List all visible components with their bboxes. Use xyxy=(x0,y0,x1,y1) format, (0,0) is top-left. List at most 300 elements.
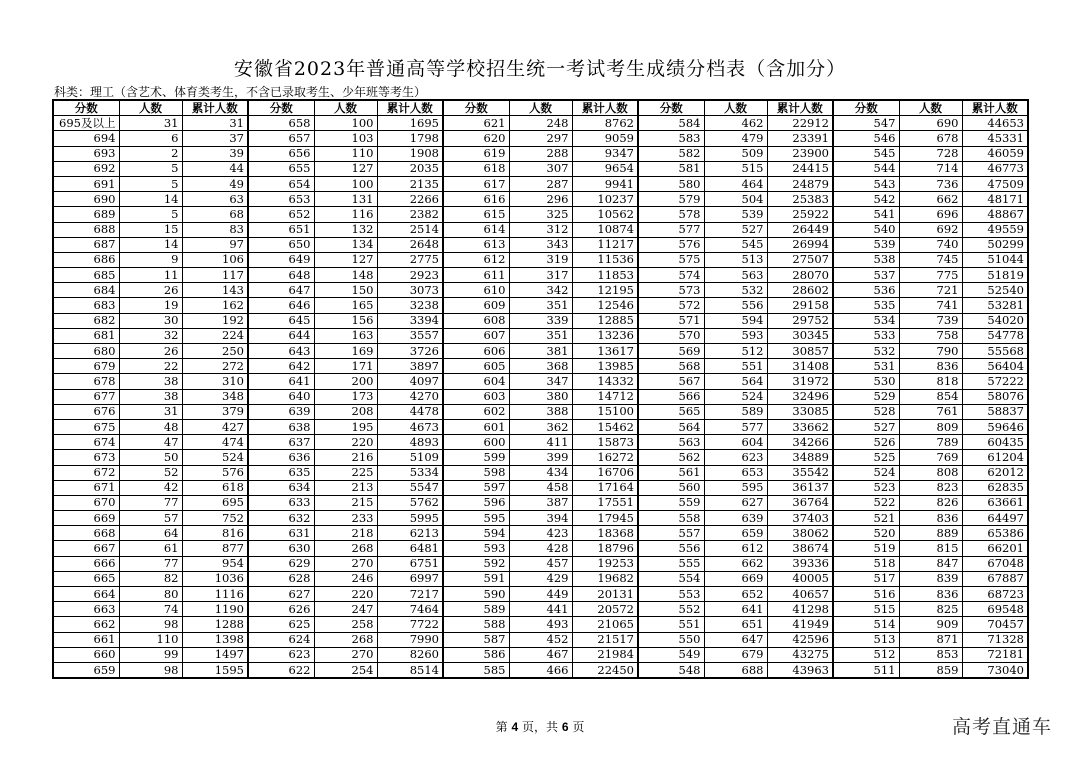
cumulative-cell: 10874 xyxy=(572,222,638,237)
score-cell: 655 xyxy=(248,161,314,176)
cumulative-cell: 49 xyxy=(182,176,248,191)
score-cell: 597 xyxy=(443,480,509,495)
footer-middle: 页，共 xyxy=(521,720,558,734)
cumulative-cell: 58837 xyxy=(962,404,1028,419)
count-cell: 127 xyxy=(314,252,377,267)
score-cell: 526 xyxy=(833,435,899,450)
count-cell: 134 xyxy=(314,237,377,252)
table-row xyxy=(53,480,1028,495)
score-cell: 515 xyxy=(833,602,899,617)
cumulative-cell: 34889 xyxy=(767,450,833,465)
score-cell: 527 xyxy=(833,419,899,434)
count-cell: 296 xyxy=(509,192,572,207)
cumulative-cell: 60435 xyxy=(962,435,1028,450)
count-cell: 539 xyxy=(704,207,767,222)
cumulative-cell: 5762 xyxy=(377,495,443,510)
score-cell: 661 xyxy=(53,632,119,647)
page-title: 安徽省2023年普通高等学校招生统一考试考生成绩分档表（含加分） xyxy=(233,58,847,80)
cumulative-cell: 24415 xyxy=(767,161,833,176)
score-header: 分数 xyxy=(443,100,509,116)
score-cell: 646 xyxy=(248,298,314,313)
count-cell: 9 xyxy=(119,252,182,267)
count-cell: 225 xyxy=(314,465,377,480)
count-cell: 509 xyxy=(704,146,767,161)
count-cell: 233 xyxy=(314,511,377,526)
score-cell: 594 xyxy=(443,526,509,541)
cumulative-cell: 53281 xyxy=(962,298,1028,313)
table-row xyxy=(53,587,1028,602)
score-cell: 644 xyxy=(248,328,314,343)
count-cell: 213 xyxy=(314,480,377,495)
cumulative-cell: 2382 xyxy=(377,207,443,222)
count-cell: 57 xyxy=(119,511,182,526)
cumulative-cell: 56404 xyxy=(962,359,1028,374)
cumulative-cell: 38062 xyxy=(767,526,833,541)
score-cell: 583 xyxy=(638,131,704,146)
score-cell: 572 xyxy=(638,298,704,313)
count-cell: 15 xyxy=(119,222,182,237)
score-cell: 610 xyxy=(443,283,509,298)
score-cell: 626 xyxy=(248,602,314,617)
cumulative-cell: 272 xyxy=(182,359,248,374)
score-cell: 567 xyxy=(638,374,704,389)
count-cell: 163 xyxy=(314,328,377,343)
cumulative-cell: 1116 xyxy=(182,587,248,602)
cumulative-cell: 379 xyxy=(182,404,248,419)
count-cell: 871 xyxy=(899,632,962,647)
score-cell: 514 xyxy=(833,617,899,632)
score-cell: 647 xyxy=(248,283,314,298)
cumulative-cell: 3726 xyxy=(377,344,443,359)
count-cell: 343 xyxy=(509,237,572,252)
score-cell: 595 xyxy=(443,511,509,526)
count-cell: 467 xyxy=(509,647,572,662)
cumulative-cell: 52540 xyxy=(962,283,1028,298)
count-cell: 131 xyxy=(314,192,377,207)
count-cell: 761 xyxy=(899,404,962,419)
cumulative-cell: 31972 xyxy=(767,374,833,389)
score-cell: 520 xyxy=(833,526,899,541)
count-header: 人数 xyxy=(899,100,962,116)
cumulative-cell: 13617 xyxy=(572,344,638,359)
score-cell: 542 xyxy=(833,192,899,207)
cumulative-cell: 19253 xyxy=(572,556,638,571)
table-row xyxy=(53,571,1028,586)
table-row xyxy=(53,647,1028,662)
score-cell: 672 xyxy=(53,465,119,480)
cumulative-cell: 348 xyxy=(182,389,248,404)
count-cell: 26 xyxy=(119,283,182,298)
cumulative-cell: 10237 xyxy=(572,192,638,207)
score-cell: 528 xyxy=(833,404,899,419)
cumulative-cell: 43275 xyxy=(767,647,833,662)
cumulative-cell: 29158 xyxy=(767,298,833,313)
cumulative-cell: 54778 xyxy=(962,328,1028,343)
score-cell: 630 xyxy=(248,541,314,556)
score-cell: 692 xyxy=(53,161,119,176)
cumulative-cell: 16272 xyxy=(572,450,638,465)
count-cell: 909 xyxy=(899,617,962,632)
cumulative-cell: 43963 xyxy=(767,662,833,678)
score-cell: 627 xyxy=(248,587,314,602)
cumulative-cell: 15100 xyxy=(572,404,638,419)
score-cell: 618 xyxy=(443,161,509,176)
count-cell: 32 xyxy=(119,328,182,343)
count-cell: 387 xyxy=(509,495,572,510)
cumulative-cell: 15873 xyxy=(572,435,638,450)
cumulative-cell: 143 xyxy=(182,283,248,298)
score-cell: 635 xyxy=(248,465,314,480)
count-cell: 524 xyxy=(704,389,767,404)
count-cell: 52 xyxy=(119,465,182,480)
score-cell: 550 xyxy=(638,632,704,647)
cumulative-cell: 3073 xyxy=(377,283,443,298)
count-cell: 434 xyxy=(509,465,572,480)
score-cell: 555 xyxy=(638,556,704,571)
cumulative-cell: 10562 xyxy=(572,207,638,222)
count-cell: 662 xyxy=(704,556,767,571)
cumulative-cell: 30345 xyxy=(767,328,833,343)
cumulative-cell: 47509 xyxy=(962,176,1028,191)
count-cell: 853 xyxy=(899,647,962,662)
score-cell: 536 xyxy=(833,283,899,298)
cumulative-cell: 9654 xyxy=(572,161,638,176)
count-cell: 836 xyxy=(899,511,962,526)
cumulative-cell: 7217 xyxy=(377,587,443,602)
score-cell: 652 xyxy=(248,207,314,222)
count-cell: 394 xyxy=(509,511,572,526)
cumulative-cell: 6997 xyxy=(377,571,443,586)
table-row xyxy=(53,526,1028,541)
cumulative-cell: 58076 xyxy=(962,389,1028,404)
cumulative-cell: 7722 xyxy=(377,617,443,632)
score-cell: 609 xyxy=(443,298,509,313)
score-cell: 553 xyxy=(638,587,704,602)
score-cell: 633 xyxy=(248,495,314,510)
score-cell: 690 xyxy=(53,192,119,207)
score-cell: 624 xyxy=(248,632,314,647)
cumulative-cell: 427 xyxy=(182,419,248,434)
cumulative-cell: 14332 xyxy=(572,374,638,389)
score-distribution-table xyxy=(52,99,1029,679)
score-cell: 674 xyxy=(53,435,119,450)
table-row xyxy=(53,344,1028,359)
cumulative-cell: 8260 xyxy=(377,647,443,662)
score-cell: 588 xyxy=(443,617,509,632)
table-row xyxy=(53,131,1028,146)
score-cell: 581 xyxy=(638,161,704,176)
score-cell: 535 xyxy=(833,298,899,313)
count-cell: 5 xyxy=(119,176,182,191)
cumulative-cell: 21517 xyxy=(572,632,638,647)
score-cell: 511 xyxy=(833,662,899,678)
count-cell: 31 xyxy=(119,116,182,131)
score-cell: 551 xyxy=(638,617,704,632)
score-cell: 560 xyxy=(638,480,704,495)
cumulative-cell: 44653 xyxy=(962,116,1028,131)
score-cell: 608 xyxy=(443,313,509,328)
cumulative-cell: 250 xyxy=(182,344,248,359)
score-cell: 579 xyxy=(638,192,704,207)
cumulative-cell: 29752 xyxy=(767,313,833,328)
count-cell: 287 xyxy=(509,176,572,191)
count-cell: 77 xyxy=(119,495,182,510)
cumulative-cell: 2514 xyxy=(377,222,443,237)
cumulative-cell: 5334 xyxy=(377,465,443,480)
count-cell: 789 xyxy=(899,435,962,450)
cumulative-cell: 61204 xyxy=(962,450,1028,465)
score-cell: 628 xyxy=(248,571,314,586)
score-cell: 601 xyxy=(443,419,509,434)
score-cell: 521 xyxy=(833,511,899,526)
cumulative-cell: 30857 xyxy=(767,344,833,359)
count-cell: 312 xyxy=(509,222,572,237)
cumulative-cell: 33085 xyxy=(767,404,833,419)
count-cell: 458 xyxy=(509,480,572,495)
cumulative-cell: 59646 xyxy=(962,419,1028,434)
cumulative-cell: 83 xyxy=(182,222,248,237)
cumulative-cell: 46773 xyxy=(962,161,1028,176)
score-cell: 620 xyxy=(443,131,509,146)
count-cell: 258 xyxy=(314,617,377,632)
score-cell: 619 xyxy=(443,146,509,161)
score-cell: 632 xyxy=(248,511,314,526)
cumulative-header: 累计人数 xyxy=(767,100,833,116)
score-cell: 557 xyxy=(638,526,704,541)
score-cell: 548 xyxy=(638,662,704,678)
cumulative-cell: 1497 xyxy=(182,647,248,662)
cumulative-cell: 3557 xyxy=(377,328,443,343)
score-cell: 645 xyxy=(248,313,314,328)
score-cell: 669 xyxy=(53,511,119,526)
count-cell: 741 xyxy=(899,298,962,313)
score-cell: 519 xyxy=(833,541,899,556)
count-cell: 662 xyxy=(899,192,962,207)
cumulative-cell: 1595 xyxy=(182,662,248,678)
score-cell: 593 xyxy=(443,541,509,556)
count-cell: 836 xyxy=(899,587,962,602)
cumulative-cell: 618 xyxy=(182,480,248,495)
count-cell: 854 xyxy=(899,389,962,404)
score-cell: 691 xyxy=(53,176,119,191)
count-cell: 218 xyxy=(314,526,377,541)
score-cell: 614 xyxy=(443,222,509,237)
count-cell: 745 xyxy=(899,252,962,267)
cumulative-cell: 37 xyxy=(182,131,248,146)
score-cell: 540 xyxy=(833,222,899,237)
table-row xyxy=(53,283,1028,298)
cumulative-cell: 954 xyxy=(182,556,248,571)
score-cell: 684 xyxy=(53,283,119,298)
count-cell: 399 xyxy=(509,450,572,465)
count-cell: 38 xyxy=(119,374,182,389)
score-cell: 574 xyxy=(638,268,704,283)
count-cell: 388 xyxy=(509,404,572,419)
count-cell: 688 xyxy=(704,662,767,678)
score-cell: 634 xyxy=(248,480,314,495)
table-row xyxy=(53,374,1028,389)
count-cell: 651 xyxy=(704,617,767,632)
count-cell: 31 xyxy=(119,404,182,419)
cumulative-cell: 55568 xyxy=(962,344,1028,359)
score-cell: 518 xyxy=(833,556,899,571)
score-cell: 648 xyxy=(248,268,314,283)
score-cell: 558 xyxy=(638,511,704,526)
count-cell: 593 xyxy=(704,328,767,343)
score-cell: 602 xyxy=(443,404,509,419)
score-cell: 639 xyxy=(248,404,314,419)
count-cell: 64 xyxy=(119,526,182,541)
table-row xyxy=(53,632,1028,647)
count-cell: 512 xyxy=(704,344,767,359)
count-cell: 769 xyxy=(899,450,962,465)
count-cell: 100 xyxy=(314,116,377,131)
count-cell: 594 xyxy=(704,313,767,328)
score-cell: 667 xyxy=(53,541,119,556)
cumulative-cell: 5995 xyxy=(377,511,443,526)
table-row xyxy=(53,389,1028,404)
cumulative-cell: 6751 xyxy=(377,556,443,571)
cumulative-header: 累计人数 xyxy=(377,100,443,116)
count-cell: 889 xyxy=(899,526,962,541)
score-cell: 600 xyxy=(443,435,509,450)
score-cell: 694 xyxy=(53,131,119,146)
count-cell: 690 xyxy=(899,116,962,131)
cumulative-cell: 16706 xyxy=(572,465,638,480)
count-cell: 200 xyxy=(314,374,377,389)
score-cell: 599 xyxy=(443,450,509,465)
table-row xyxy=(53,328,1028,343)
cumulative-cell: 4478 xyxy=(377,404,443,419)
cumulative-cell: 1288 xyxy=(182,617,248,632)
score-cell: 603 xyxy=(443,389,509,404)
cumulative-cell: 162 xyxy=(182,298,248,313)
score-cell: 681 xyxy=(53,328,119,343)
score-cell: 683 xyxy=(53,298,119,313)
cumulative-cell: 69548 xyxy=(962,602,1028,617)
cumulative-cell: 19682 xyxy=(572,571,638,586)
cumulative-cell: 192 xyxy=(182,313,248,328)
cumulative-cell: 31408 xyxy=(767,359,833,374)
count-cell: 504 xyxy=(704,192,767,207)
cumulative-cell: 310 xyxy=(182,374,248,389)
count-cell: 103 xyxy=(314,131,377,146)
count-cell: 127 xyxy=(314,161,377,176)
table-row xyxy=(53,495,1028,510)
table-row xyxy=(53,419,1028,434)
table-row xyxy=(53,465,1028,480)
cumulative-cell: 57222 xyxy=(962,374,1028,389)
category-subtitle: 科类：理工（含艺术、体育类考生，不含已录取考生、少年班等考生） xyxy=(54,85,427,99)
score-cell: 547 xyxy=(833,116,899,131)
cumulative-cell: 40005 xyxy=(767,571,833,586)
cumulative-cell: 38674 xyxy=(767,541,833,556)
count-cell: 156 xyxy=(314,313,377,328)
count-cell: 98 xyxy=(119,617,182,632)
count-cell: 268 xyxy=(314,541,377,556)
score-cell: 659 xyxy=(53,662,119,678)
cumulative-cell: 39336 xyxy=(767,556,833,571)
score-cell: 677 xyxy=(53,389,119,404)
cumulative-cell: 4673 xyxy=(377,419,443,434)
table-row xyxy=(53,252,1028,267)
count-cell: 604 xyxy=(704,435,767,450)
cumulative-cell: 106 xyxy=(182,252,248,267)
count-cell: 595 xyxy=(704,480,767,495)
count-cell: 411 xyxy=(509,435,572,450)
count-cell: 696 xyxy=(899,207,962,222)
score-cell: 568 xyxy=(638,359,704,374)
cumulative-cell: 23900 xyxy=(767,146,833,161)
score-cell: 532 xyxy=(833,344,899,359)
count-cell: 325 xyxy=(509,207,572,222)
count-cell: 563 xyxy=(704,268,767,283)
count-cell: 297 xyxy=(509,131,572,146)
cumulative-header: 累计人数 xyxy=(962,100,1028,116)
score-header: 分数 xyxy=(833,100,899,116)
cumulative-cell: 45331 xyxy=(962,131,1028,146)
score-cell: 693 xyxy=(53,146,119,161)
score-cell: 606 xyxy=(443,344,509,359)
count-cell: 612 xyxy=(704,541,767,556)
score-cell: 556 xyxy=(638,541,704,556)
count-cell: 2 xyxy=(119,146,182,161)
count-cell: 449 xyxy=(509,587,572,602)
score-cell: 650 xyxy=(248,237,314,252)
count-cell: 823 xyxy=(899,480,962,495)
score-cell: 660 xyxy=(53,647,119,662)
count-cell: 818 xyxy=(899,374,962,389)
cumulative-cell: 35542 xyxy=(767,465,833,480)
cumulative-cell: 63 xyxy=(182,192,248,207)
score-cell: 641 xyxy=(248,374,314,389)
score-cell: 658 xyxy=(248,116,314,131)
cumulative-cell: 23391 xyxy=(767,131,833,146)
count-cell: 836 xyxy=(899,359,962,374)
cumulative-cell: 695 xyxy=(182,495,248,510)
count-cell: 692 xyxy=(899,222,962,237)
count-header: 人数 xyxy=(119,100,182,116)
count-cell: 22 xyxy=(119,359,182,374)
score-cell: 549 xyxy=(638,647,704,662)
table-row xyxy=(53,617,1028,632)
score-cell: 605 xyxy=(443,359,509,374)
table-row xyxy=(53,176,1028,191)
count-cell: 317 xyxy=(509,268,572,283)
score-cell: 512 xyxy=(833,647,899,662)
score-cell: 657 xyxy=(248,131,314,146)
count-cell: 150 xyxy=(314,283,377,298)
count-cell: 452 xyxy=(509,632,572,647)
table-row xyxy=(53,556,1028,571)
cumulative-cell: 6213 xyxy=(377,526,443,541)
cumulative-cell: 50299 xyxy=(962,237,1028,252)
cumulative-cell: 6481 xyxy=(377,541,443,556)
cumulative-cell: 17551 xyxy=(572,495,638,510)
cumulative-cell: 68723 xyxy=(962,587,1028,602)
count-cell: 457 xyxy=(509,556,572,571)
count-cell: 847 xyxy=(899,556,962,571)
score-cell: 566 xyxy=(638,389,704,404)
score-cell: 622 xyxy=(248,662,314,678)
table-row xyxy=(53,511,1028,526)
score-cell: 671 xyxy=(53,480,119,495)
count-cell: 148 xyxy=(314,268,377,283)
score-cell: 529 xyxy=(833,389,899,404)
count-cell: 532 xyxy=(704,283,767,298)
score-cell: 663 xyxy=(53,602,119,617)
count-header: 人数 xyxy=(509,100,572,116)
